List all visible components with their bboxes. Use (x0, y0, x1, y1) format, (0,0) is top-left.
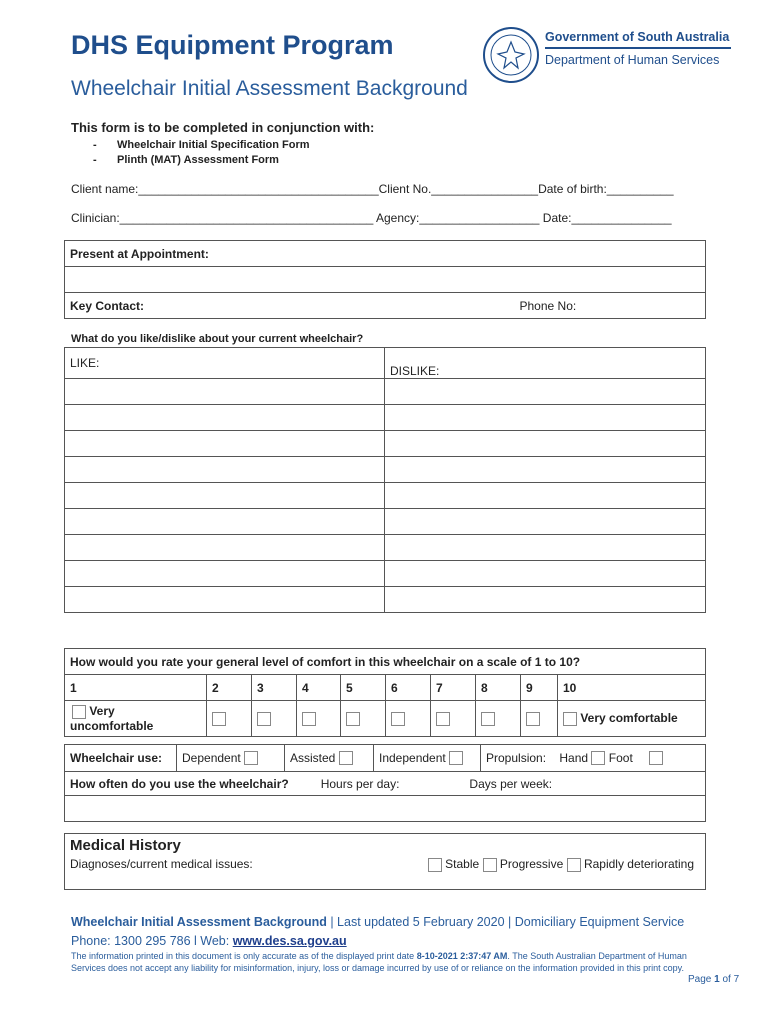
present-label: Present at Appointment: (65, 241, 706, 267)
footer-doc-info (71, 915, 684, 929)
dislike-cell[interactable] (385, 561, 706, 587)
wheelchair-use-table (64, 744, 706, 822)
stable-checkbox[interactable] (428, 858, 442, 872)
present-input[interactable] (65, 267, 706, 293)
like-label[interactable]: LIKE: (65, 348, 385, 379)
comfort-table (64, 648, 706, 737)
dependent-option[interactable]: Dependent (177, 745, 285, 772)
footer-doc-name: Wheelchair Initial Assessment Background (71, 915, 327, 929)
rapidly-deteriorating-checkbox[interactable] (567, 858, 581, 872)
like-cell[interactable] (65, 405, 385, 431)
propulsion-option[interactable]: Propulsion: Hand Foot (481, 745, 706, 772)
clinician-details-line[interactable]: Clinician:______________________________________ Agency:__________________ Date:_______________ (71, 211, 672, 225)
dependent-checkbox[interactable] (244, 751, 258, 765)
usage-frequency-input[interactable] (65, 796, 706, 822)
hours-per-day-label: Hours per day: (320, 776, 400, 791)
government-logo (545, 30, 731, 67)
rating-9-checkbox[interactable] (526, 712, 540, 726)
scale-9: 9 (521, 675, 558, 701)
dislike-cell[interactable] (385, 509, 706, 535)
scale-1: 1 (65, 675, 207, 701)
like-dislike-question: What do you like/dislike about your current wheelchair? (71, 333, 364, 345)
rating-1-cell[interactable] (65, 701, 207, 737)
rating-3-cell[interactable] (252, 701, 297, 737)
dislike-cell[interactable] (385, 431, 706, 457)
assisted-checkbox[interactable] (339, 751, 353, 765)
like-cell[interactable] (65, 561, 385, 587)
like-dislike-table (64, 347, 706, 613)
list-item: - Wheelchair Initial Specification Form (93, 139, 310, 151)
foot-checkbox[interactable] (649, 751, 663, 765)
like-cell[interactable] (65, 535, 385, 561)
dislike-cell[interactable] (385, 535, 706, 561)
scale-7: 7 (431, 675, 476, 701)
scale-8: 8 (476, 675, 521, 701)
rating-1-checkbox[interactable] (72, 705, 86, 719)
scale-5: 5 (341, 675, 386, 701)
dislike-cell[interactable] (385, 405, 706, 431)
rating-4-cell[interactable] (297, 701, 341, 737)
like-cell[interactable] (65, 483, 385, 509)
independent-option[interactable]: Independent (374, 745, 481, 772)
footer-contact (71, 934, 347, 948)
how-often-label: How often do you use the wheelchair? (70, 776, 289, 791)
rating-5-cell[interactable] (341, 701, 386, 737)
rating-9-cell[interactable] (521, 701, 558, 737)
scale-6: 6 (386, 675, 431, 701)
assisted-option[interactable]: Assisted (285, 745, 374, 772)
rating-10-checkbox[interactable] (563, 712, 577, 726)
footer-updated: | Last updated 5 February 2020 | Domiciliary Equipment Service (326, 915, 685, 929)
phone-label[interactable]: Phone No: (515, 293, 706, 319)
independent-checkbox[interactable] (449, 751, 463, 765)
dislike-cell[interactable] (385, 483, 706, 509)
print-date: 8-10-2021 2:37:47 AM (416, 951, 508, 961)
key-contact-label[interactable]: Key Contact: (65, 293, 515, 319)
intro-list (93, 138, 310, 168)
government-name: Government of South Australia (545, 30, 731, 49)
dislike-label[interactable]: DISLIKE: (385, 348, 706, 379)
rating-7-cell[interactable] (431, 701, 476, 737)
hand-checkbox[interactable] (591, 751, 605, 765)
rating-6-checkbox[interactable] (391, 712, 405, 726)
rating-2-checkbox[interactable] (212, 712, 226, 726)
dislike-cell[interactable] (385, 379, 706, 405)
scale-10: 10 (558, 675, 706, 701)
page-number: Page 1 of 7 (688, 974, 740, 985)
footer-phone: Phone: 1300 295 786 l Web: (71, 934, 233, 948)
rating-7-checkbox[interactable] (436, 712, 450, 726)
rating-10-cell[interactable] (558, 701, 706, 737)
like-cell[interactable] (65, 457, 385, 483)
scale-3: 3 (252, 675, 297, 701)
like-cell[interactable] (65, 587, 385, 613)
like-cell[interactable] (65, 431, 385, 457)
intro-heading: This form is to be completed in conjunction with: (71, 120, 375, 135)
scale-4: 4 (297, 675, 341, 701)
wheelchair-use-label: Wheelchair use: (65, 745, 177, 772)
dislike-cell[interactable] (385, 457, 706, 483)
comfort-question: How would you rate your general level of comfort in this wheelchair on a scale of 1 to 10? (65, 649, 706, 675)
rating-4-checkbox[interactable] (302, 712, 316, 726)
footer-web-link[interactable]: www.des.sa.gov.au (232, 934, 347, 948)
rating-6-cell[interactable] (386, 701, 431, 737)
list-item: - Plinth (MAT) Assessment Form (93, 154, 279, 166)
client-details-line[interactable]: Client name:____________________________________Client No.________________Date of birth:__________ (71, 182, 674, 196)
rating-2-cell[interactable] (207, 701, 252, 737)
footer-disclaimer: The information printed in this document is only accurate as of the displayed print date 8-10-2021 2:37:47 AM. The South Australian Department of Human Services does not accept any liability for misinformation, injury, loss or damage incurred by use of or reliance on the information provided in this print copy. (71, 951, 687, 973)
like-cell[interactable] (65, 509, 385, 535)
department-name: Department of Human Services (545, 53, 720, 67)
medical-history-cell[interactable]: Medical History Diagnoses/current medical issues: Stable Progressive Rapidly deteriorating (65, 834, 706, 890)
rating-8-checkbox[interactable] (481, 712, 495, 726)
medical-history-heading: Medical History (70, 837, 181, 854)
progressive-checkbox[interactable] (483, 858, 497, 872)
rating-3-checkbox[interactable] (257, 712, 271, 726)
like-cell[interactable] (65, 379, 385, 405)
scale-2: 2 (207, 675, 252, 701)
appointment-table (64, 240, 706, 319)
dislike-cell[interactable] (385, 587, 706, 613)
very-uncomfortable-label: Very uncomfortable (70, 704, 154, 733)
diagnoses-label: Diagnoses/current medical issues: (70, 857, 253, 871)
rating-8-cell[interactable] (476, 701, 521, 737)
page-title: DHS Equipment Program (71, 30, 394, 60)
south-australia-seal-icon (483, 27, 539, 83)
rating-5-checkbox[interactable] (346, 712, 360, 726)
medical-history-table (64, 833, 706, 890)
days-per-week-label: Days per week: (469, 776, 553, 791)
very-comfortable-label: Very comfortable (580, 711, 678, 726)
usage-frequency-row[interactable] (65, 772, 706, 796)
page-subtitle: Wheelchair Initial Assessment Background (71, 77, 468, 100)
